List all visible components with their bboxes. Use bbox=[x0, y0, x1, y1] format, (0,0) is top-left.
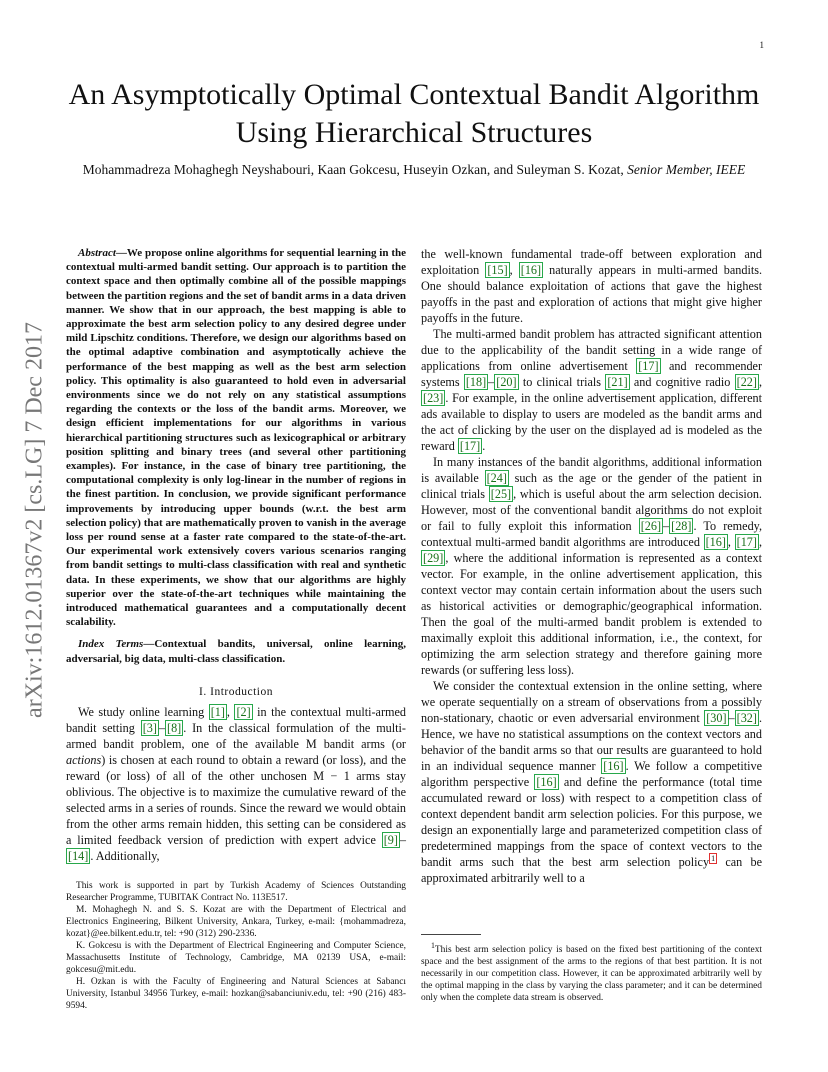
citation-link[interactable]: [ 22 ] bbox=[735, 374, 759, 390]
citation-link[interactable]: [ 17 ] bbox=[636, 358, 660, 374]
text-span: in the contextual multi-armed bandit setting bbox=[66, 704, 407, 735]
page-number: 1 bbox=[759, 40, 764, 50]
citation-link[interactable]: [ 17 ] bbox=[458, 438, 482, 454]
text-span: , bbox=[758, 535, 762, 549]
citation-link[interactable]: [ 18 ] bbox=[464, 374, 488, 390]
citation-link[interactable]: [ 16 ] bbox=[534, 774, 558, 790]
text-span: – bbox=[158, 720, 165, 735]
footnote-1-text: This best arm selection policy is based on the fixed best partitioning of the context space and the best assignment of the arms to the regions of that best partition. It is not necessarily in our competition class. However, it can be approximated arbitrarily well by the optimal mapping in the class by varying the class parameter; and it can be determined only when the complete data stream is observed. bbox=[421, 945, 762, 1004]
text-span: . We follow a competitive algorithm perspective bbox=[421, 759, 762, 789]
right-paragraph-1 bbox=[421, 246, 762, 326]
citation-link[interactable]: [ 2 ] bbox=[234, 704, 252, 720]
text-span: can be approximated arbitrarily well to a bbox=[421, 855, 762, 885]
text-span: . Hence, we have no statistical assumptions on the context vectors and behavior of the bandit arms so that our results are guaranteed to hold in an individual sequence manner bbox=[421, 711, 762, 773]
text-span: – bbox=[728, 711, 735, 725]
paper-title: An Asymptotically Optimal Contextual Bandit Algorithm Using Hierarchical Structures bbox=[68, 78, 760, 149]
text-span: . Additionally, bbox=[90, 848, 160, 863]
abstract-label: Abstract bbox=[78, 247, 116, 259]
text-span: The multi-armed bandit problem has attracted significant attention due to the applicability of the bandit setting in a wide range of applications from online advertisement bbox=[421, 327, 762, 373]
footnote-right bbox=[421, 940, 762, 1004]
citation-link[interactable]: [ 16 ] bbox=[601, 758, 625, 774]
left-column bbox=[66, 246, 406, 864]
text-span: , which is useful about the arm selection decision. However, most of the conventional bandit algorithms do not exploit or fail to fully exploit this information bbox=[421, 487, 762, 533]
arxiv-identifier-text: arXiv:1612.01367v2 [cs.LG] 7 Dec 2017 bbox=[21, 322, 48, 718]
right-paragraph-4 bbox=[421, 678, 762, 886]
text-span: , bbox=[758, 375, 762, 389]
citation-link[interactable]: [ 8 ] bbox=[165, 720, 183, 736]
citation-link[interactable]: [ 30 ] bbox=[704, 710, 728, 726]
citation-link[interactable]: [ 17 ] bbox=[735, 534, 759, 550]
text-span: . bbox=[482, 439, 486, 453]
abstract-text: —We propose online algorithms for sequential learning in the contextual multi-armed bandit setting. Our approach is to partition the context space and then optimally combine all of the possible mappings between the partition regions and the set of bandit arms in a data driven manner. We show that in our approach, the best mapping is able to approximate the best arm selection policy to any desired degree under mild Lipschitz conditions. Therefore, we design our algorithms based on the optimal adaptive combination and asymptotically achieve the performance of the best mapping as well as the best arm selection policy. This optimality is also guaranteed to hold even in adversarial environments since we do not rely on any statistical assumptions regarding the contexts or the loss of the bandit arms. Moreover, we design efficient implementations for our algorithms in various hierarchical partitioning structures such as lexicographical or arbitrary position splitting and binary trees (and several other partitioning examples). For instance, in the case of binary tree partitioning, the computational complexity is only log-linear in the number of regions in the finest partition. In conclusion, we provide significant performance improvements by introducing upper bounds (w.r.t. the best arm selection policy) that are mathematically proven to vanish in the average loss per round sense at a faster rate compared to the state-of-the-art. Our experimental work extensively covers various scenarios ranging from bandit settings to multi-class classification with real and synthetic data. In these experiments, we show that our algorithms are highly superior over the state-of-the-art techniques while maintaining the introduced mathematical guarantees and a computationally decent scalability. bbox=[66, 247, 406, 629]
footnote-affiliation-2: K. Gokcesu is with the Department of Electrical Engineering and Computer Science, Massachusetts Institute of Technology, Cambridge, MA 02139 USA, e-mail: gokcesu@mit.edu. bbox=[66, 941, 406, 975]
text-span: , bbox=[509, 263, 519, 277]
text-span: , bbox=[727, 535, 735, 549]
footnote-link[interactable]: 1 bbox=[711, 853, 716, 863]
right-paragraph-3 bbox=[421, 454, 762, 678]
footnotes-left bbox=[66, 880, 406, 1012]
text-span: such as the age or the gender of the patient in clinical trials bbox=[421, 471, 762, 501]
footnote-funding: This work is supported in part by Turkish Academy of Sciences Outstanding Researcher Programme, TUBITAK Contract No. 113E517. bbox=[66, 881, 406, 903]
arxiv-identifier bbox=[20, 290, 50, 750]
citation-link[interactable]: [ 21 ] bbox=[605, 374, 629, 390]
emphasis-text: actions bbox=[66, 752, 102, 767]
text-span: and define the performance (total time accumulated reward or loss) with respect to a competition class of context dependent bandit arm selection policies. For this purpose, we design an exponentially large and parameterized competition class of predetermined mappings from the space of context vectors to the bandit arms such that the best arm selection policy bbox=[421, 775, 762, 869]
text-span: We consider the contextual extension in the online setting, where we operate sequentially on a stream of observations from a possibly non-stationary, chaotic or even adversarial environment bbox=[421, 679, 762, 725]
text-span: , bbox=[226, 704, 235, 719]
citation-link[interactable]: [ 28 ] bbox=[669, 518, 693, 534]
index-terms bbox=[66, 637, 406, 665]
text-span: the well-known fundamental trade-off between exploration and exploitation bbox=[421, 247, 762, 277]
author-names: Mohammadreza Mohaghegh Neyshabouri, Kaan Gokcesu, Huseyin Ozkan, and Suleyman S. Kozat, bbox=[82, 162, 624, 177]
citation-link[interactable]: [ 14 ] bbox=[66, 848, 90, 864]
text-span: . For example, in the online advertisement application, different ads available to display to users are modeled as the bandit arms and the act of clicking by the user on the displayed ad is modeled as the reward bbox=[421, 391, 762, 453]
text-span: – bbox=[399, 832, 406, 847]
text-span: In many instances of the bandit algorithms, additional information is available bbox=[421, 455, 762, 485]
text-span: ) is chosen at each round to obtain a reward (or loss), and the reward (or loss) of all of the other unchosen M − 1 arms stay oblivious. The objective is to maximize the cumulative reward of the selected arms in a series of rounds. Since the reward we would obtain from the other arms remain hidden, this setting can be considered as a limited feedback version of prediction with expert advice bbox=[66, 752, 406, 847]
footnote-1-mark: 1 bbox=[431, 941, 435, 950]
citation-link[interactable]: [ 20 ] bbox=[494, 374, 518, 390]
text-span: and recommender systems bbox=[421, 359, 763, 389]
citation-link[interactable]: [ 32 ] bbox=[735, 710, 759, 726]
intro-paragraph bbox=[66, 704, 406, 864]
citation-link[interactable]: [ 15 ] bbox=[485, 262, 509, 278]
right-column bbox=[421, 246, 762, 886]
citation-link[interactable]: [ 24 ] bbox=[485, 470, 509, 486]
footnote-affiliation-3: H. Ozkan is with the Faculty of Engineering and Natural Sciences at Sabancı University, Istanbul 34956 Turkey, e-mail: hozkan@sabanciuniv.edu, tel: +90 (216) 483-9594. bbox=[66, 977, 406, 1011]
text-span: – bbox=[488, 375, 495, 389]
author-list bbox=[64, 160, 764, 179]
text-span: . To remedy, contextual multi-armed bandit algorithms are introduced bbox=[421, 519, 763, 549]
text-span: . In the classical formulation of the multi-armed bandit problem, one of the available M bandit arms (or bbox=[66, 720, 406, 751]
footnote-1 bbox=[421, 940, 762, 1004]
right-paragraph-2 bbox=[421, 326, 762, 454]
citation-link[interactable]: [ 16 ] bbox=[704, 534, 728, 550]
citation-link[interactable]: [ 26 ] bbox=[639, 518, 663, 534]
citation-link[interactable]: [ 3 ] bbox=[141, 720, 159, 736]
citation-link[interactable]: [ 29 ] bbox=[421, 550, 445, 566]
section-heading-introduction: I. Introduction bbox=[199, 685, 273, 698]
citation-link[interactable]: [ 25 ] bbox=[489, 486, 513, 502]
author-membership: Senior Member, IEEE bbox=[627, 162, 746, 177]
index-terms-label: Index Terms bbox=[78, 638, 144, 651]
text-span: – bbox=[663, 519, 670, 533]
citation-link[interactable]: [ 9 ] bbox=[382, 832, 400, 848]
text-span: , where the additional information is represented as a context vector. For example, in the online advertisement application, this context vector may contain certain information about the users such as historical activities or demographic/geographical information. Then the goal of the multi-armed bandit problem is extended to maximally exploit this additional information, i.e., the context, for optimizing the arm selection strategy and therefore gaining more rewards (or suffering less loss). bbox=[421, 551, 762, 677]
index-terms-text: —Contextual bandits, universal, online learning, adversarial, big data, multi-class classification. bbox=[66, 638, 406, 665]
footnote-affiliation-1: M. Mohaghegh N. and S. S. Kozat are with the Department of Electrical and Electronics Engineering, Bilkent University, Ankara, Turkey, e-mail: {mohammadreza, kozat}@ee.bilkent.edu.tr, tel: +90 (312) 290-2336. bbox=[66, 905, 406, 939]
citation-link[interactable]: [ 1 ] bbox=[209, 704, 227, 720]
text-span: We study online learning bbox=[78, 704, 209, 719]
text-span: to clinical trials bbox=[518, 375, 606, 389]
citation-link[interactable]: [ 23 ] bbox=[421, 390, 445, 406]
text-span: and cognitive radio bbox=[629, 375, 735, 389]
citation-link[interactable]: [ 16 ] bbox=[519, 262, 543, 278]
text-span: naturally appears in multi-armed bandits. One should balance exploitation of actions that gave the highest payoffs in the past and exploration of actions that might give higher payoffs in the future. bbox=[421, 263, 763, 325]
footnote-divider bbox=[421, 934, 481, 935]
abstract bbox=[66, 246, 406, 629]
